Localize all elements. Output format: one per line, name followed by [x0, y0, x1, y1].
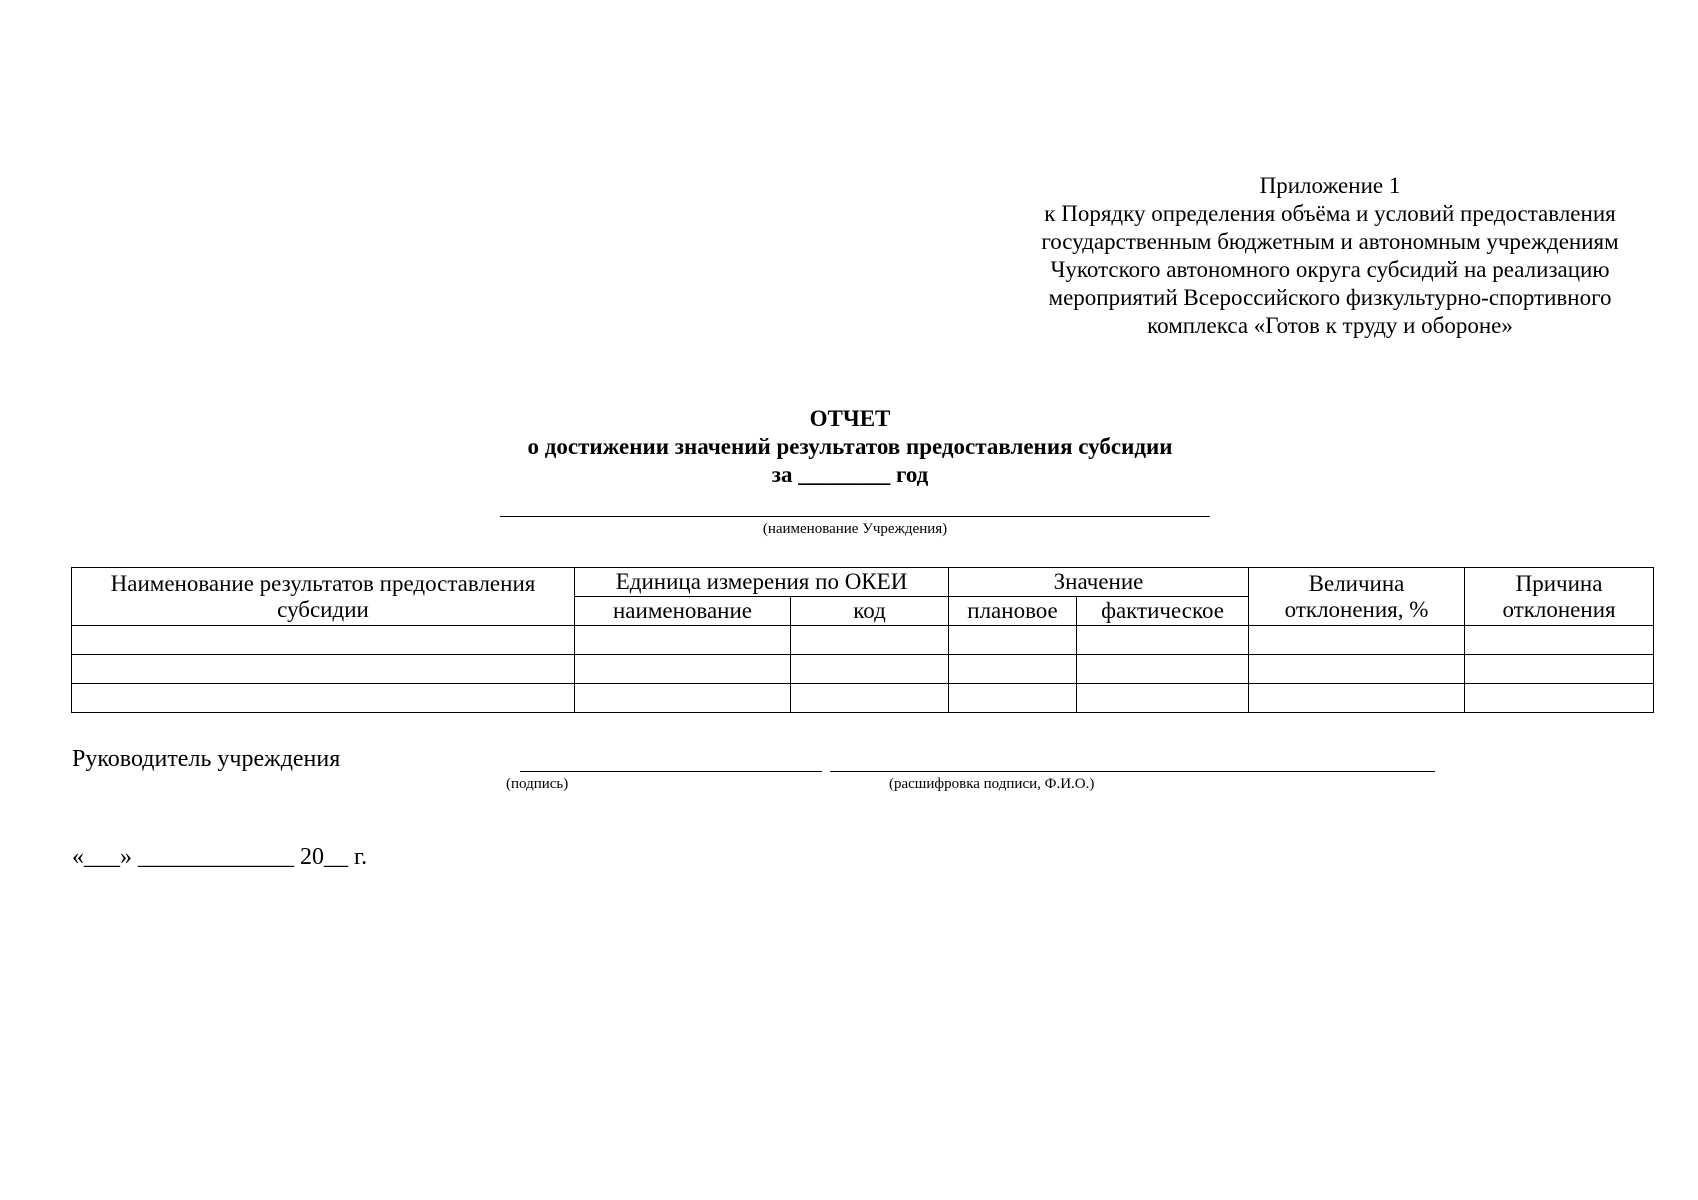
table-row	[72, 684, 1654, 713]
header-unit-code: код	[791, 597, 949, 626]
date-line: «___» _____________ 20__ г.	[72, 844, 368, 870]
header-value-group: Значение	[949, 568, 1249, 597]
signature-name-line[interactable]	[830, 771, 1435, 772]
table-cell[interactable]	[1077, 655, 1249, 684]
header-result-name: Наименование результатов предоставления субсидии	[72, 568, 575, 626]
table-cell[interactable]	[1249, 626, 1465, 655]
signature-caption: (подпись)	[506, 776, 569, 792]
signer-label: Руководитель учреждения	[72, 746, 341, 772]
table-cell[interactable]	[791, 626, 949, 655]
table-cell[interactable]	[1249, 684, 1465, 713]
table-cell[interactable]	[1465, 626, 1654, 655]
report-period: за ________ год	[771, 462, 929, 487]
table-cell[interactable]	[1077, 626, 1249, 655]
table-cell[interactable]	[575, 655, 791, 684]
table-cell[interactable]	[791, 684, 949, 713]
header-value-actual: фактическое	[1077, 597, 1249, 626]
appendix-line: мероприятий Всероссийского физкультурно-спортивного	[1048, 285, 1612, 310]
table-cell[interactable]	[1465, 655, 1654, 684]
table-row	[72, 655, 1654, 684]
institution-caption: (наименование Учреждения)	[762, 521, 948, 537]
header-deviation: Величина отклонения, %	[1249, 568, 1465, 626]
table-cell[interactable]	[575, 626, 791, 655]
table-cell[interactable]	[72, 684, 575, 713]
report-heading	[450, 405, 1250, 489]
header-value-planned: плановое	[949, 597, 1077, 626]
table-cell[interactable]	[1465, 684, 1654, 713]
report-subtitle: о достижении значений результатов предоставления субсидии	[527, 434, 1173, 459]
appendix-block	[990, 172, 1670, 340]
appendix-line: комплекса «Готов к труду и обороне»	[1147, 313, 1513, 338]
signature-line[interactable]	[520, 771, 822, 772]
appendix-line: государственным бюджетным и автономным учреждениям	[1041, 229, 1619, 254]
table-cell[interactable]	[791, 655, 949, 684]
table-cell[interactable]	[949, 684, 1077, 713]
table-cell[interactable]	[949, 626, 1077, 655]
table-cell[interactable]	[1077, 684, 1249, 713]
appendix-line: к Порядку определения объёма и условий предоставления	[1044, 201, 1616, 226]
header-unit-name: наименование	[575, 597, 791, 626]
table-cell[interactable]	[72, 655, 575, 684]
table-cell[interactable]	[949, 655, 1077, 684]
signature-name-caption: (расшифровка подписи, Ф.И.О.)	[889, 776, 1095, 792]
table-row	[72, 626, 1654, 655]
table-cell[interactable]	[575, 684, 791, 713]
header-reason: Причина отклонения	[1465, 568, 1654, 626]
appendix-line: Чукотского автономного округа субсидий на реализацию	[1050, 257, 1610, 282]
appendix-line: Приложение 1	[1259, 173, 1401, 198]
results-table	[71, 567, 1654, 713]
institution-name-line	[500, 516, 1210, 517]
header-unit-group: Единица измерения по ОКЕИ	[575, 568, 949, 597]
table-cell[interactable]	[1249, 655, 1465, 684]
report-title: ОТЧЕТ	[809, 406, 891, 431]
table-cell[interactable]	[72, 626, 575, 655]
